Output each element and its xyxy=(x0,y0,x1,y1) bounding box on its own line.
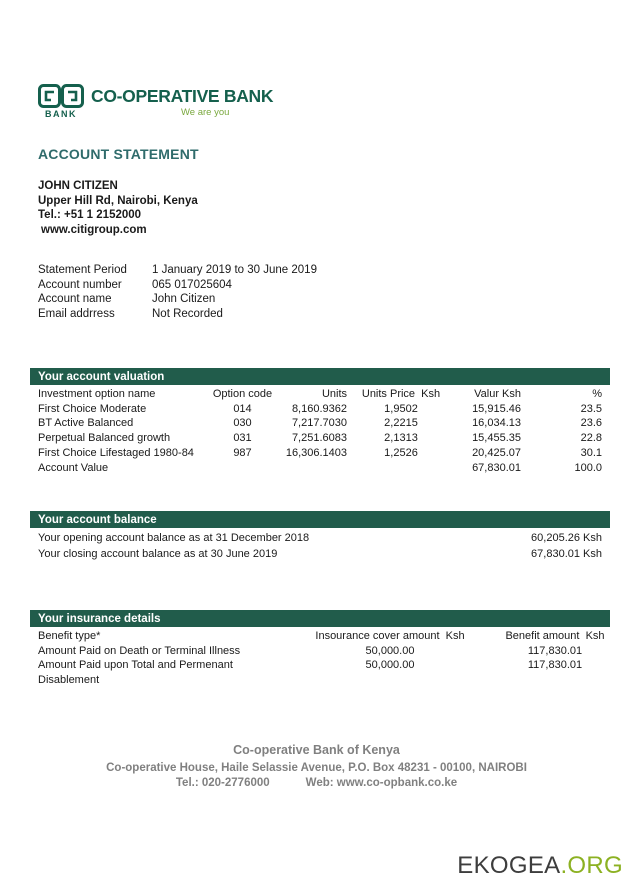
benefit-amount: 117,830.01 xyxy=(527,644,583,657)
option-code: 987 xyxy=(233,446,252,459)
footer-tel: Tel.: 020-2776000 xyxy=(175,777,270,789)
meta-row-email xyxy=(38,307,317,322)
account-balance-section xyxy=(30,511,610,562)
units: 7,251.6083 xyxy=(291,432,347,445)
meta-label: Statement Period xyxy=(38,264,127,276)
column-header: Benefit amount Ksh xyxy=(505,630,605,642)
ekogea-watermark xyxy=(457,852,623,880)
meta-value: John Citizen xyxy=(152,293,216,305)
unit-price: 2,1313 xyxy=(384,432,418,445)
footer-web: Web: www.co-opbank.co.ke xyxy=(305,777,458,789)
customer-website: www.citigroup.com xyxy=(41,224,147,237)
unit-price: 2,2215 xyxy=(384,417,418,430)
total-row xyxy=(30,461,610,476)
option-code: 030 xyxy=(233,417,252,430)
value-ksh: 15,455.35 xyxy=(472,432,521,445)
benefit-amount: 117,830.01 xyxy=(527,659,583,672)
percent: 23.6 xyxy=(580,417,602,430)
valuation-table xyxy=(30,387,610,475)
meta-label: Account name xyxy=(38,293,112,305)
table-row xyxy=(30,431,610,446)
investment-name: First Choice Lifestaged 1980-84 xyxy=(38,446,194,459)
bank-logo xyxy=(38,84,273,125)
customer-phone: Tel.: +51 1 2152000 xyxy=(38,209,142,222)
section-header-valuation: Your account valuation xyxy=(30,368,610,385)
column-header: % xyxy=(592,388,602,400)
total-label: Account Value xyxy=(38,461,109,474)
page-title: ACCOUNT STATEMENT xyxy=(38,146,199,162)
valuation-header-row xyxy=(30,387,610,402)
balance-label: Your opening account balance as at 31 December 2018 xyxy=(38,532,310,544)
percent: 22.8 xyxy=(580,432,602,445)
section-header-insurance: Your insurance details xyxy=(30,610,610,627)
opening-balance-row xyxy=(30,531,610,547)
column-header: Option code xyxy=(212,388,273,400)
meta-row-statement-period xyxy=(38,263,317,278)
value-ksh: 15,915.46 xyxy=(472,402,521,415)
units: 8,160.9362 xyxy=(291,402,347,415)
cover-amount: 50,000.00 xyxy=(365,644,415,657)
value-ksh: 16,034.13 xyxy=(472,417,521,430)
insurance-details-section xyxy=(30,610,610,688)
meta-value: 065 017025604 xyxy=(152,278,232,291)
statement-meta xyxy=(38,263,317,321)
column-header: Units Price Ksh xyxy=(361,388,441,400)
benefit-type: Amount Paid upon Total and Permenant Disablement xyxy=(38,659,233,687)
units: 7,217.7030 xyxy=(291,417,347,430)
meta-value: 1 January 2019 to 30 June 2019 xyxy=(152,264,317,276)
cover-amount: 50,000.00 xyxy=(365,659,415,672)
balance-value: 60,205.26 Ksh xyxy=(531,532,602,544)
table-row xyxy=(30,658,610,687)
value-ksh: 20,425.07 xyxy=(472,446,521,459)
footer-contact xyxy=(0,776,633,791)
meta-row-account-name xyxy=(38,292,317,307)
investment-name: Perpetual Balanced growth xyxy=(38,432,171,445)
meta-value: Not Recorded xyxy=(152,307,223,320)
meta-label: Email addrress xyxy=(38,307,115,320)
total-percent: 100.0 xyxy=(574,461,602,474)
unit-price: 1,9502 xyxy=(384,402,418,415)
column-header: Valur Ksh xyxy=(474,388,521,400)
closing-balance-row xyxy=(30,547,610,563)
section-header-balance: Your account balance xyxy=(30,511,610,528)
watermark-suffix: .ORG xyxy=(560,852,623,879)
percent: 23.5 xyxy=(580,402,602,415)
column-header: Benefit type* xyxy=(38,630,101,642)
table-row xyxy=(30,402,610,417)
insurance-header-row xyxy=(30,629,610,644)
svg-text:BANK: BANK xyxy=(45,109,77,119)
meta-label: Account number xyxy=(38,278,122,291)
balance-label: Your closing account balance as at 30 June 2019 xyxy=(38,547,278,560)
units: 16,306.1403 xyxy=(285,446,347,459)
column-header: Units xyxy=(321,388,347,400)
footer-bank-name: Co-operative Bank of Kenya xyxy=(233,743,400,757)
meta-row-account-number xyxy=(38,278,317,293)
bank-logo-title: CO-OPERATIVE BANK xyxy=(91,86,274,106)
table-row xyxy=(30,416,610,431)
table-row xyxy=(30,644,610,659)
customer-block xyxy=(38,179,198,238)
column-header: Insourance cover amount Ksh xyxy=(315,630,465,642)
bank-logo-tagline: We are you xyxy=(181,107,230,118)
table-row xyxy=(30,446,610,461)
percent: 30.1 xyxy=(580,446,602,459)
option-code: 014 xyxy=(233,402,252,415)
investment-name: First Choice Moderate xyxy=(38,402,147,415)
investment-name: BT Active Balanced xyxy=(38,417,134,430)
customer-address: Upper Hill Rd, Nairobi, Kenya xyxy=(38,194,198,207)
bank-footer xyxy=(0,741,633,791)
watermark-name: EKOGEA xyxy=(457,852,561,879)
account-valuation-section xyxy=(30,368,610,475)
customer-name: JOHN CITIZEN xyxy=(38,180,118,192)
option-code: 031 xyxy=(233,432,252,445)
footer-address: Co-operative House, Haile Selassie Avenue, P.O. Box 48231 - 00100, NAIROBI xyxy=(106,762,527,774)
unit-price: 1,2526 xyxy=(384,446,418,459)
column-header: Investment option name xyxy=(38,388,156,400)
benefit-type: Amount Paid on Death or Terminal Illness xyxy=(38,644,241,657)
total-value: 67,830.01 xyxy=(472,461,521,474)
insurance-table xyxy=(30,629,610,688)
balance-value: 67,830.01 Ksh xyxy=(531,547,602,560)
coop-bank-emblem-icon xyxy=(38,84,84,125)
